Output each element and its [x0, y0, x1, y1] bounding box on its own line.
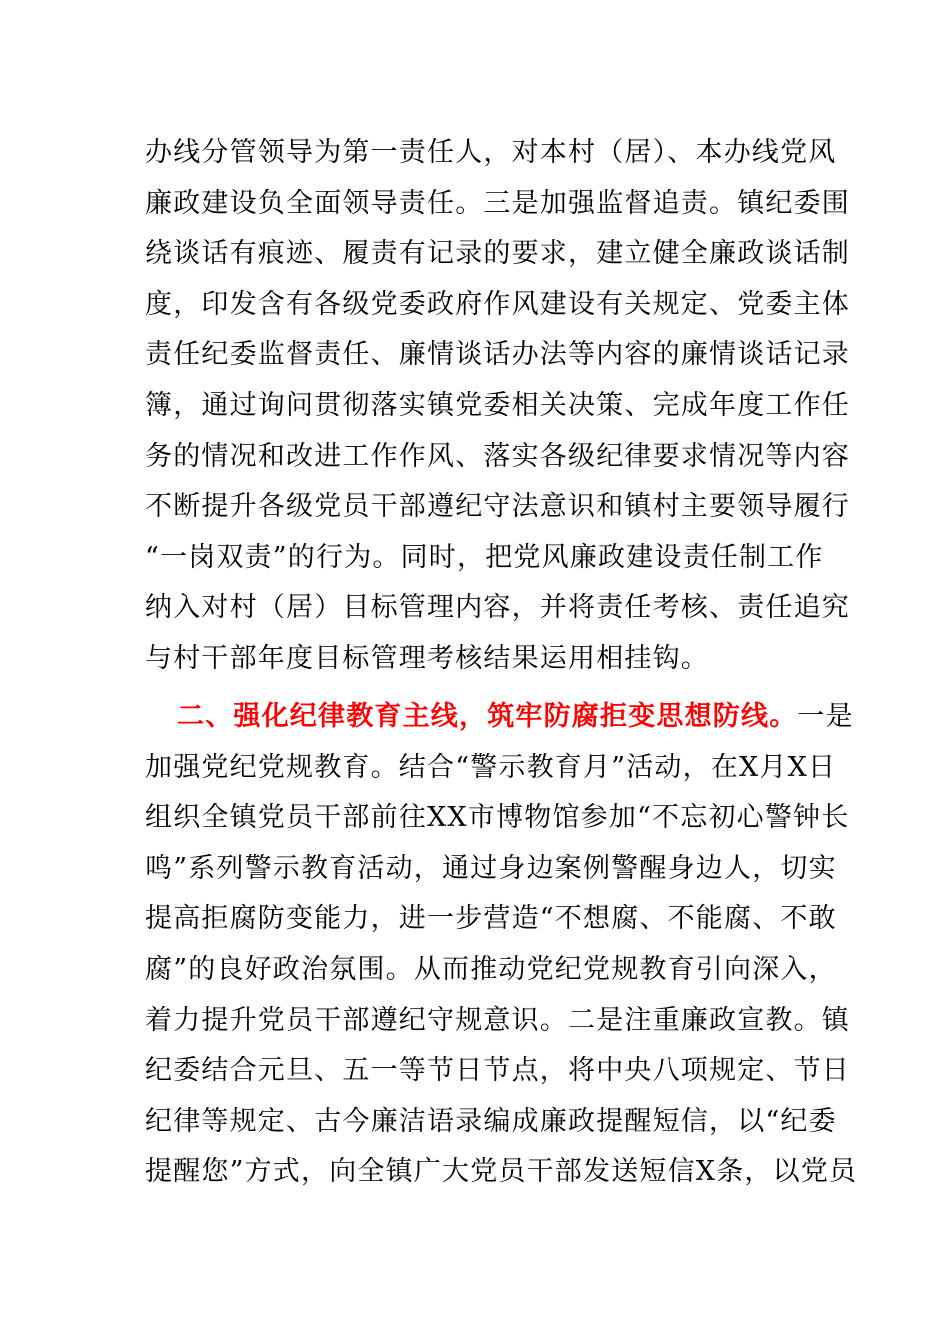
text-line: 组织全镇党员干部前往XX市博物馆参加“不忘初心警钟长 [145, 802, 850, 834]
section-heading: 二、强化纪律教育主线，筑牢防腐拒变思想防线。 [177, 701, 798, 732]
heading-line-rest: 一是 [797, 701, 854, 732]
text-line: 着力提升党员干部遵纪守规意识。二是注重廉政宣教。镇 [145, 1004, 850, 1036]
text-line: 加强党纪党规教育。结合“警示教育月”活动，在X月X日 [145, 751, 837, 783]
text-line: 绕谈话有痕迹、履责有记录的要求，建立健全廉政谈话制 [145, 238, 850, 270]
heading-line [145, 692, 854, 743]
text-line: 纪委结合元旦、五一等节日节点，将中央八项规定、节日 [145, 1055, 850, 1087]
text-line: 务的情况和改进工作作风、落实各级纪律要求情况等内容 [145, 440, 850, 472]
text-line: 责任纪委监督责任、廉情谈话办法等内容的廉情谈话记录 [145, 339, 850, 371]
text-line: 纳入对村（居）目标管理内容，并将责任考核、责任追究 [145, 592, 850, 624]
text-line: 廉政建设负全面领导责任。三是加强监督追责。镇纪委围 [145, 187, 850, 219]
text-line: 与村干部年度目标管理考核结果运用相挂钩。 [145, 642, 709, 674]
text-line: 不断提升各级党员干部遵纪守法意识和镇村主要领导履行 [145, 491, 850, 523]
text-line: 簿，通过询问贯彻落实镇党委相关决策、完成年度工作任 [145, 389, 850, 421]
paragraph-accountability [145, 128, 850, 685]
text-line: 办线分管领导为第一责任人，对本村（居）、本办线党风 [145, 137, 837, 168]
text-line: “一岗双责”的行为。同时，把党风廉政建设责任制工作 [145, 541, 824, 573]
text-line: 鸣”系列警示教育活动，通过身边案例警醒身边人，切实 [145, 852, 837, 884]
text-line: 提高拒腐防变能力，进一步营造“不想腐、不能腐、不敢 [145, 903, 837, 935]
text-line: 提醒您”方式，向全镇广大党员干部发送短信X条，以党员 [145, 1156, 858, 1188]
paragraph-discipline-education [145, 692, 858, 1198]
text-line: 腐”的良好政治氛围。从而推动党纪党规教育引向深入， [145, 953, 837, 985]
text-line: 纪律等规定、古今廉洁语录编成廉政提醒短信，以“纪委 [145, 1105, 837, 1137]
text-line: 度，印发含有各级党委政府作风建设有关规定、党委主体 [145, 288, 850, 320]
